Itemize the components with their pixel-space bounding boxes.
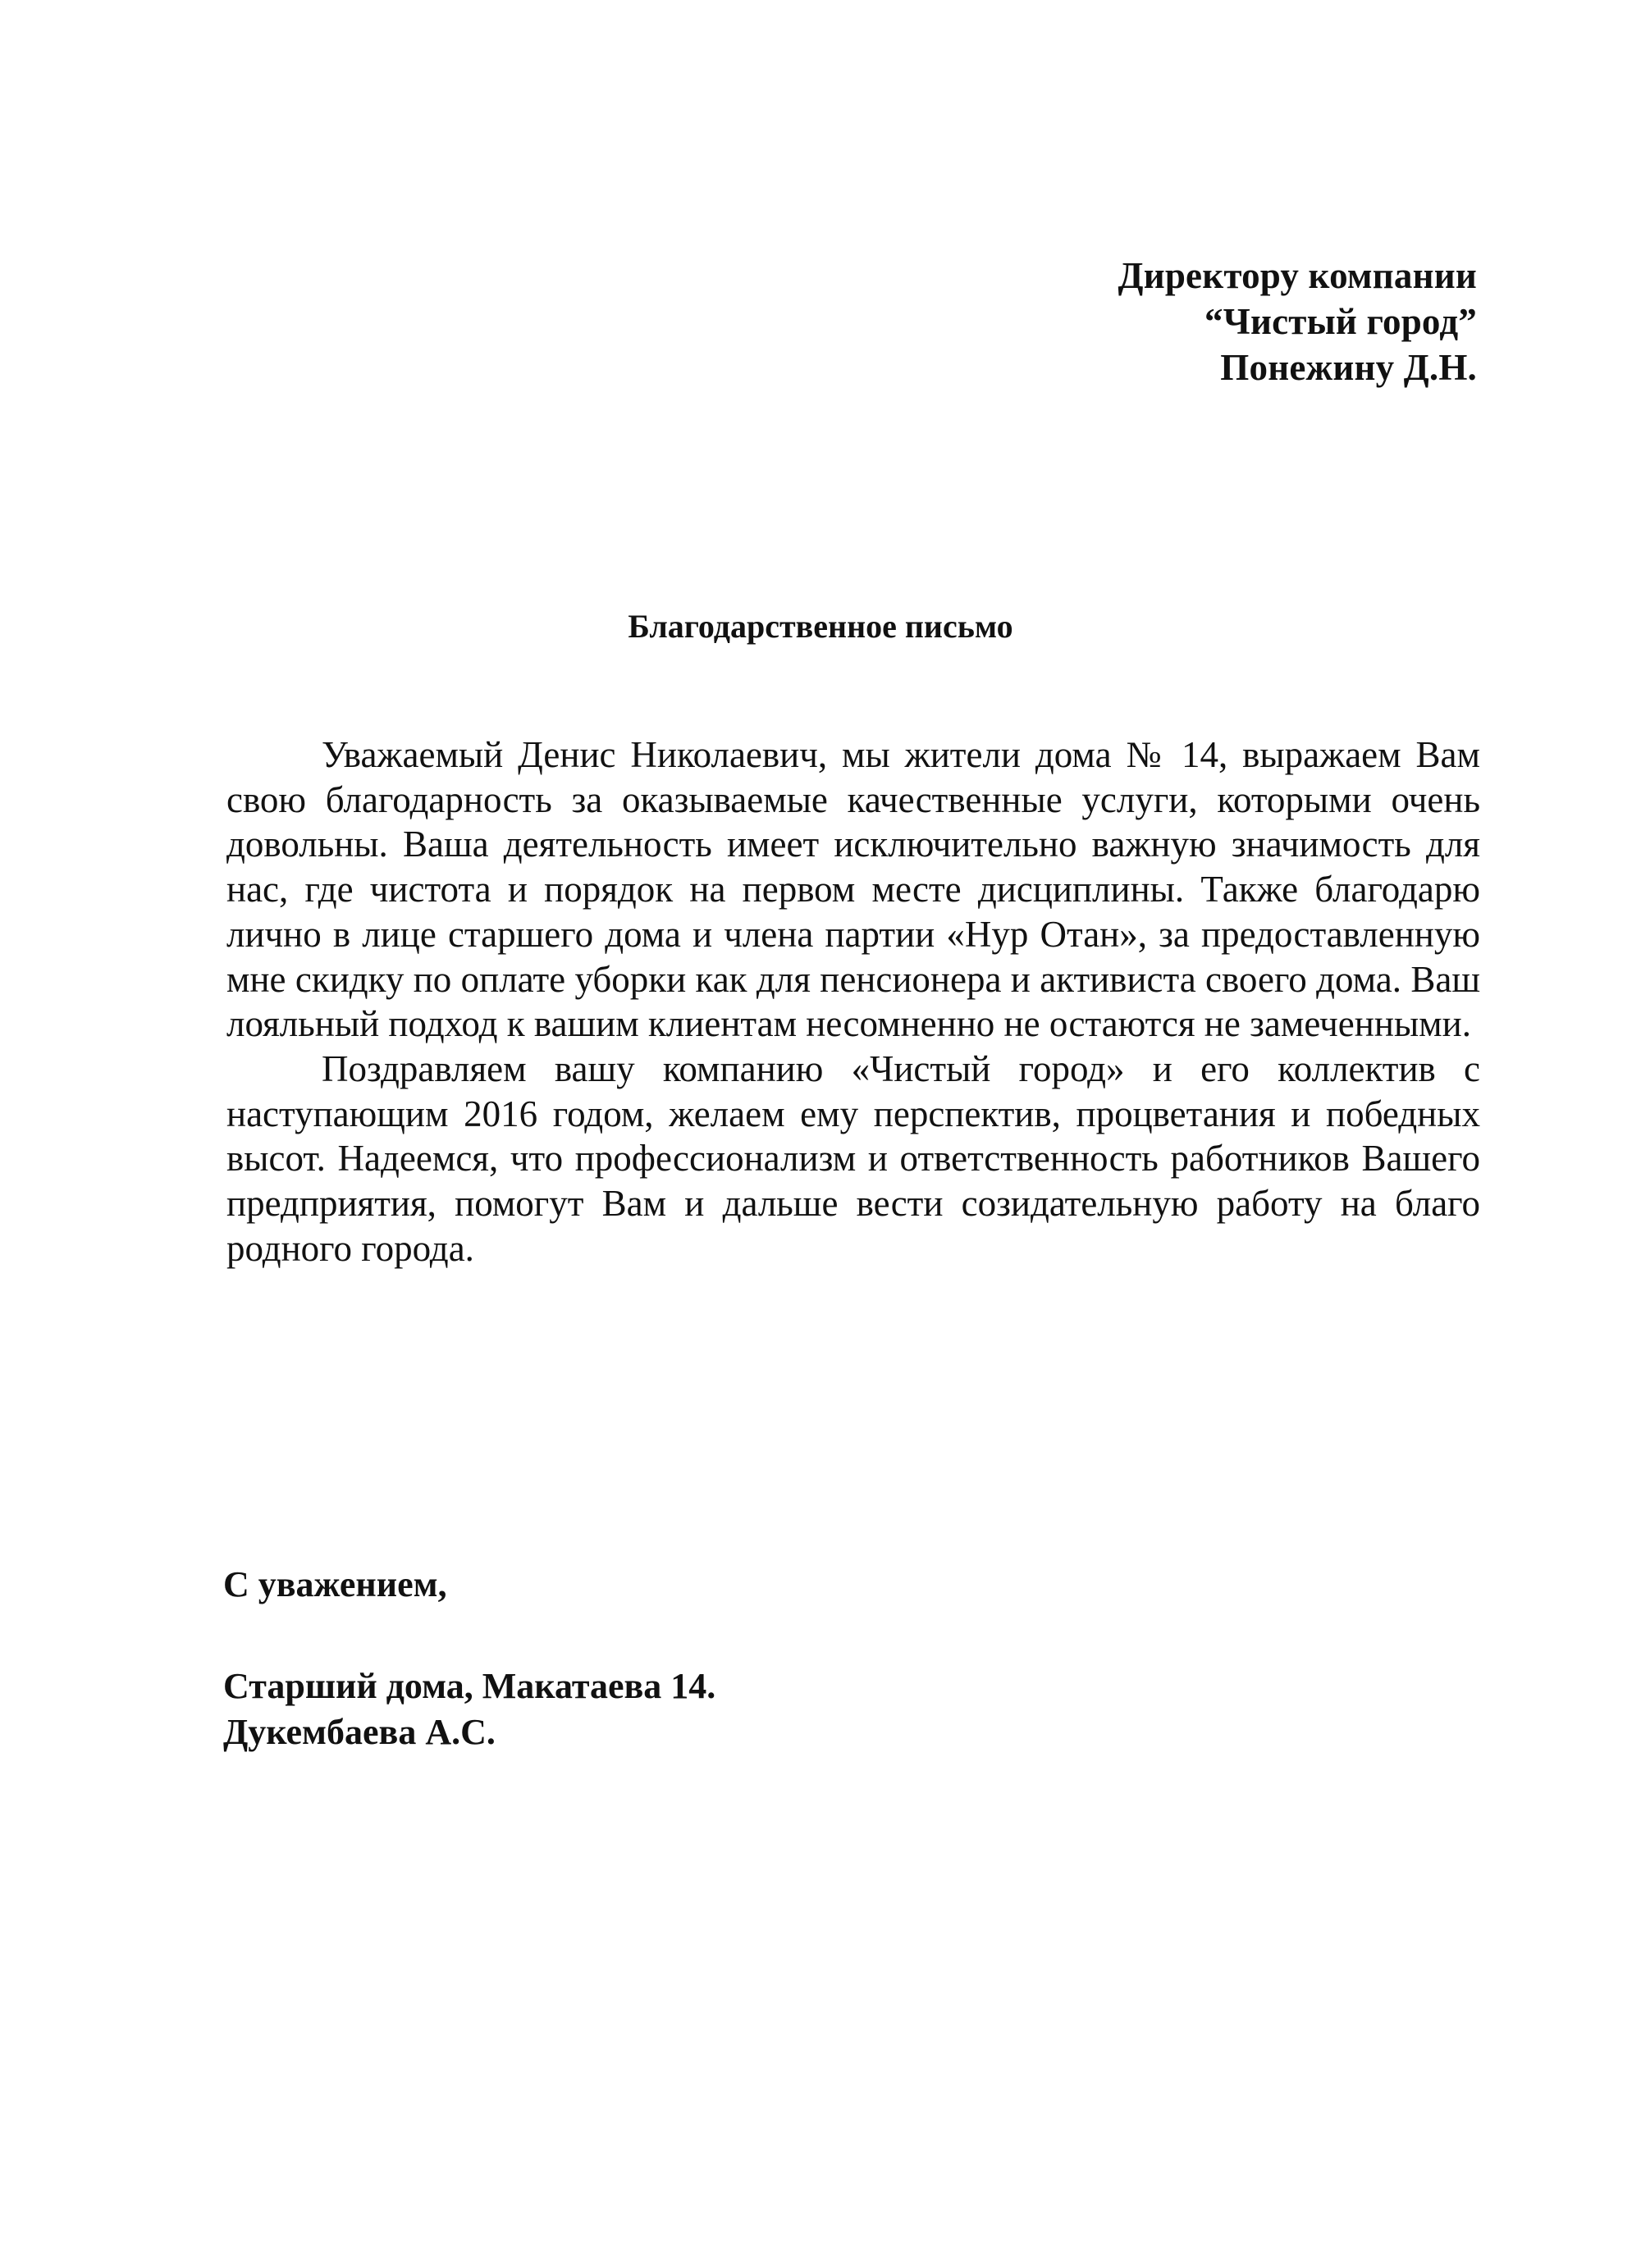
letter-title: Благодарственное письмо	[628, 608, 1013, 645]
addressee-block	[1118, 253, 1477, 390]
signature-block	[223, 1562, 715, 1755]
letter-body	[226, 732, 1480, 1271]
body-paragraph-1: Уважаемый Денис Николаевич, мы жители дома № 14, выражаем Вам свою благодарность за оказываемые качественные услуги, которыми очень довольны. Ваша деятельность имеет исключительно важную значимость для нас, где чистота и порядок на первом месте дисциплины. Также благодарю лично в лице старшего дома и члена партии «Нур Отан», за предоставленную мне скидку по оплате уборки как для пенсионера и активиста своего дома. Ваш лояльный подход к вашим клиентам несомненно не остаются не замеченными.	[226, 734, 1480, 1045]
body-paragraph-2: Поздравляем вашу компанию «Чистый город» и его коллектив с наступающим 2016 годом, желаем ему перспектив, процветания и победных высот. Надеемся, что профессионализм и ответственность работников Вашего предприятия, помогут Вам и дальше вести созидательную работу на благо родного города.	[226, 1047, 1480, 1269]
addressee-position: Директору компании	[1118, 255, 1477, 296]
signer-position: Старший дома, Макатаева 14.	[223, 1666, 716, 1706]
addressee-company: “Чистый город”	[1204, 301, 1477, 342]
signer-name: Дукембаева А.С.	[223, 1712, 496, 1752]
addressee-name: Понежину Д.Н.	[1220, 347, 1477, 388]
closing-phrase: С уважением,	[223, 1564, 447, 1604]
